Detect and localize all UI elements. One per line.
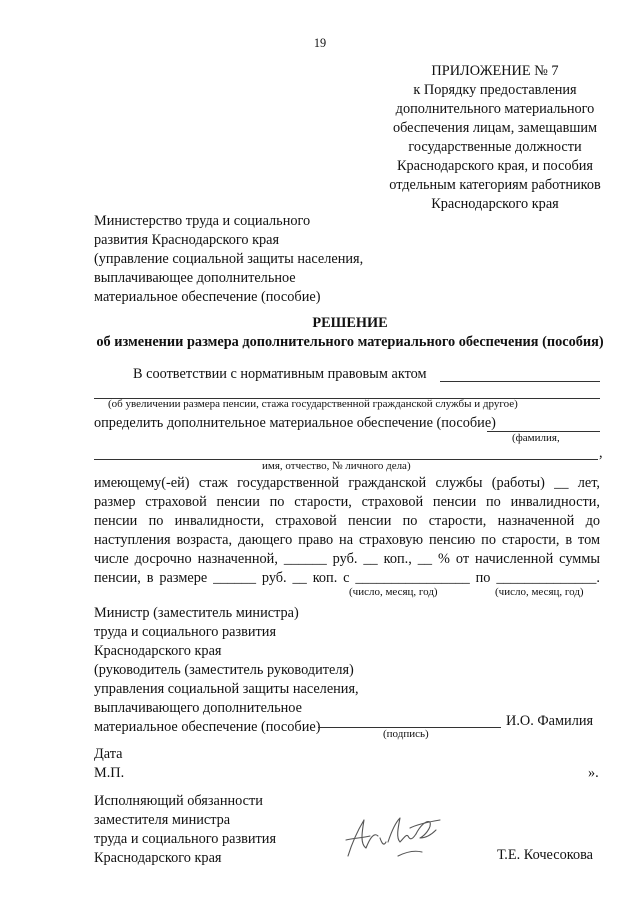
signatory-line: Министр (заместитель министра) [94,605,299,621]
appendix-header [375,62,615,214]
appendix-line: Краснодарского края [431,196,559,212]
ministry-line: материальное обеспечение (пособие) [94,289,321,305]
paragraph-line: пенсии по инвалидности, страховой пенсии по старости, назначенной до [94,513,600,529]
signatory-block [94,604,359,737]
ministry-line: Министерство труда и социального [94,213,311,229]
appendix-line: к Порядку предоставления [413,82,577,98]
decision-title: РЕШЕНИЕ [312,315,388,331]
hint-signature: (подпись) [383,728,429,740]
paragraph-line: размер страховой пенсии по старости, страховой пенсии по инвалидности, [94,494,600,510]
appendix-line: дополнительного материального [395,101,595,117]
signatory-line: управления социальной защиты населения, [94,681,359,697]
signatory-line: (руководитель (заместитель руководителя) [94,662,354,678]
hint-date-from: (число, месяц, год) [349,586,438,598]
ministry-line: развития Краснодарского края [94,232,280,248]
body-paragraph [94,474,600,588]
acting-block [94,792,276,868]
handwritten-signature [340,808,450,868]
appendix-line: отдельным категориям работников [389,177,601,193]
acting-line: труда и социального развития [94,831,277,847]
acting-line: Краснодарского края [94,850,222,866]
signatory-name: И.О. Фамилия [506,713,594,729]
signatory-line: выплачивающего дополнительное [94,700,302,716]
paragraph-line: числе досрочно назначенной, ______ руб. __ коп., __ % от начисленной суммы [94,551,600,567]
hint-legal-act: (об увеличении размера пенсии, стажа государственной гражданской службы и другое) [108,398,518,410]
date-label: Дата [94,746,123,762]
acting-name: Т.Е. Кочесокова [497,847,594,863]
body-line-1: В соответствии с нормативным правовым актом [133,366,427,382]
hint-name: имя, отчество, № личного дела) [262,460,411,472]
appendix-line: Краснодарского края, и пособия [396,158,594,174]
body-line-2: определить дополнительное материальное обеспечение (пособие) [94,415,496,431]
acting-line: Исполняющий обязанности [94,793,263,809]
paragraph-line: имеющему(-ей) стаж государственной гражданской службы (работы) __ лет, [94,475,600,491]
paragraph-line-last: пенсии, в размере ______ руб. __ коп. с ________________ по ______________. [94,570,600,586]
blank-line [440,381,600,382]
paragraph-line: наступления возраста, дающего право на страховую пенсию по старости, в том [94,532,600,548]
signatory-line: труда и социального развития [94,624,277,640]
appendix-line: обеспечения лицам, замещавшим [392,120,598,136]
appendix-title: ПРИЛОЖЕНИЕ № 7 [431,63,559,79]
ministry-line: (управление социальной защиты населения, [94,251,364,267]
hint-date-to: (число, месяц, год) [495,586,584,598]
page-number: 19 [313,36,327,50]
appendix-line: государственные должности [408,139,582,155]
signatory-line: материальное обеспечение (пособие) [94,719,321,735]
stamp-label: М.П. [94,765,125,781]
closing-quote: ». [588,765,599,781]
decision-subtitle: об изменении размера дополнительного материального обеспечения (пособия) [96,334,604,350]
signatory-line: Краснодарского края [94,643,222,659]
ministry-block [94,212,363,307]
ministry-line: выплачивающее дополнительное [94,270,296,286]
comma: , [599,445,603,461]
hint-surname: (фамилия, [512,432,560,444]
acting-line: заместителя министра [94,812,231,828]
